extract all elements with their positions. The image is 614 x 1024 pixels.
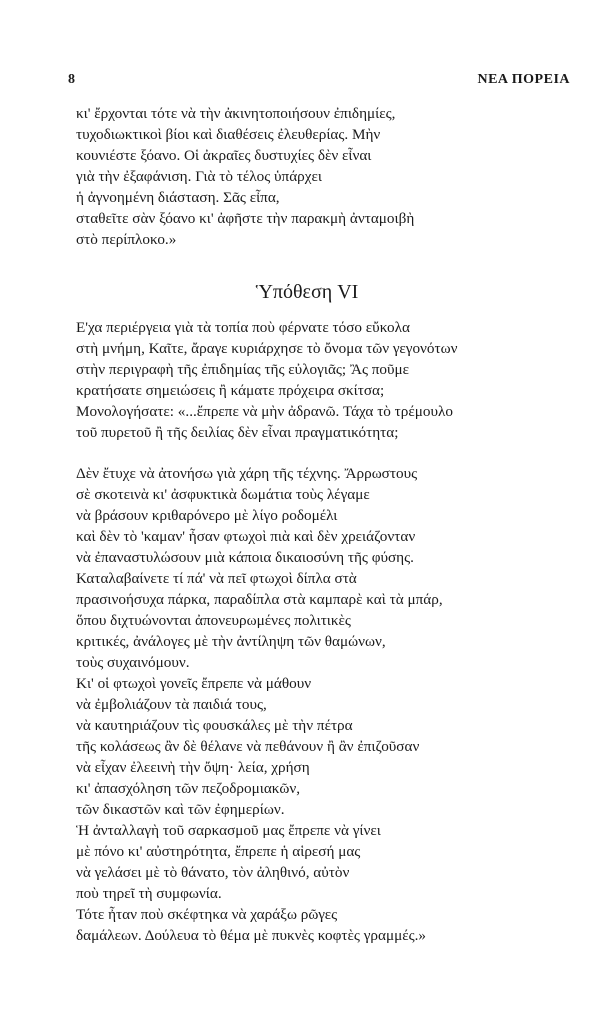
section-heading: Ὑπόθεση VI: [255, 281, 359, 303]
text-line: γιὰ τὴν ἐξαφάνιση. Γιὰ τὸ τέλος ὑπάρχει: [76, 168, 322, 185]
text-line: τῆς κολάσεως ἂν δὲ θέλανε νὰ πεθάνουν ἢ ἂν ἐπιζοῦσαν: [76, 738, 420, 755]
text-line: ἡ ἀγνοημένη διάσταση. Σᾶς εἶπα,: [76, 189, 280, 206]
text-line: τῶν δικαστῶν καὶ τῶν ἐφημερίων.: [76, 801, 285, 818]
text-line: κι' ἀπασχόληση τῶν πεζοδρομιακῶν,: [76, 780, 301, 797]
text-line: στὸ περίπλοκο.»: [76, 231, 177, 248]
text-line: ὅπου διχτυώνονται ἀπονευρωμένες πολιτικὲς: [76, 612, 351, 629]
text-line: κρατήσατε σημειώσεις ἢ κάματε πρόχειρα σκίτσα;: [76, 382, 385, 399]
text-line: Ἡ ἀνταλλαγὴ τοῦ σαρκασμοῦ μας ἔπρεπε νὰ γίνει: [76, 822, 381, 839]
text-line: ποὺ τηρεῖ τὴ συμφωνία.: [76, 885, 222, 902]
text-line: Κι' οἱ φτωχοὶ γονεῖς ἔπρεπε νὰ μάθουν: [76, 675, 312, 692]
text-line: σταθεῖτε σὰν ξόανο κι' ἀφῆστε τὴν παρακμὴ ἀνταμοιβὴ: [76, 210, 415, 227]
page-number: 8: [68, 72, 75, 87]
text-line: Μονολογήσατε: «...ἔπρεπε νὰ μὴν ἀδρανῶ. Τάχα τὸ τρέμουλο: [76, 403, 453, 420]
text-line: κι' ἔρχονται τότε νὰ τὴν ἀκινητοποιήσουν ἐπιδημίες,: [76, 105, 396, 122]
text-line: Ε'χα περιέργεια γιὰ τὰ τοπία ποὺ φέρνατε τόσο εὔκολα: [76, 319, 410, 336]
text-line: μὲ πόνο κι' αὐστηρότητα, ἔπρεπε ἡ αἱρεσή μας: [76, 843, 361, 860]
text-line: πρασινοήσυχα πάρκα, παραδίπλα στὰ καμπαρὲ καὶ τὰ μπάρ,: [76, 591, 443, 608]
text-line: στὴ μνήμη, Καῖτε, ἄραγε κυριάρχησε τὸ ὄνομα τῶν γεγονότων: [76, 340, 458, 357]
text-line: τυχοδιωκτικοὶ βίοι καὶ διαθέσεις ἐλευθερίας. Μὴν: [76, 126, 381, 143]
text-line: νὰ βράσουν κριθαρόνερο μὲ λίγο ροδομέλι: [76, 507, 338, 524]
text-line: δαμάλεων. Δούλευα τὸ θέμα μὲ πυκνὲς κοφτὲς γραμμές.»: [76, 927, 427, 944]
page-header: [68, 72, 570, 92]
text-line: σὲ σκοτεινὰ κι' ἀσφυκτικὰ δωμάτια τοὺς λέγαμε: [76, 486, 370, 503]
text-line: τοὺς συχαινόμουν.: [76, 654, 190, 671]
text-line: κουνιέστε ξόανο. Οἱ ἀκραῖες δυστυχίες δὲν εἶναι: [76, 147, 372, 164]
text-line: νὰ ἐπαναστυλώσουν μιὰ κάποια δικαιοσύνη τῆς φύσης.: [76, 549, 414, 566]
text-line: νὰ γελάσει μὲ τὸ θάνατο, τὸν ἀληθινό, αὐτὸν: [76, 864, 350, 881]
text-line: κριτικές, ἀνάλογες μὲ τὴν ἀντίληψη τῶν θαμώνων,: [76, 633, 386, 650]
text-line: Δὲν ἔτυχε νὰ ἀτονήσω γιὰ χάρη τῆς τέχνης. Ἄρρωστους: [76, 465, 418, 482]
text-line: Καταλαβαίνετε τί πά' νὰ πεῖ φτωχοὶ δίπλα στὰ: [76, 570, 357, 587]
text-line: στὴν περιγραφὴ τῆς ἐπιδημίας τῆς εὐλογιᾶς; Ἂς ποῦμε: [76, 361, 410, 378]
running-head: ΝΕΑ ΠΟΡΕΙΑ: [477, 72, 570, 87]
text-line: νὰ εἶχαν ἐλεεινὴ τὴν ὄψη· λεία, χρήση: [76, 759, 310, 776]
text-line: Τότε ἦταν ποὺ σκέφτηκα νὰ χαράξω ρῶγες: [76, 906, 338, 923]
text-line: νὰ καυτηριάζουν τὶς φουσκάλες μὲ τὴν πέτρα: [76, 717, 353, 734]
text-line: καὶ δὲν τὸ 'καμαν' ἦσαν φτωχοὶ πιὰ καὶ δὲν χρειάζονταν: [76, 528, 416, 545]
text-line: τοῦ πυρετοῦ ἢ τῆς δειλίας δὲν εἶναι πραγματικότητα;: [76, 424, 399, 441]
text-line: νὰ ἐμβολιάζουν τὰ παιδιά τους,: [76, 696, 267, 713]
